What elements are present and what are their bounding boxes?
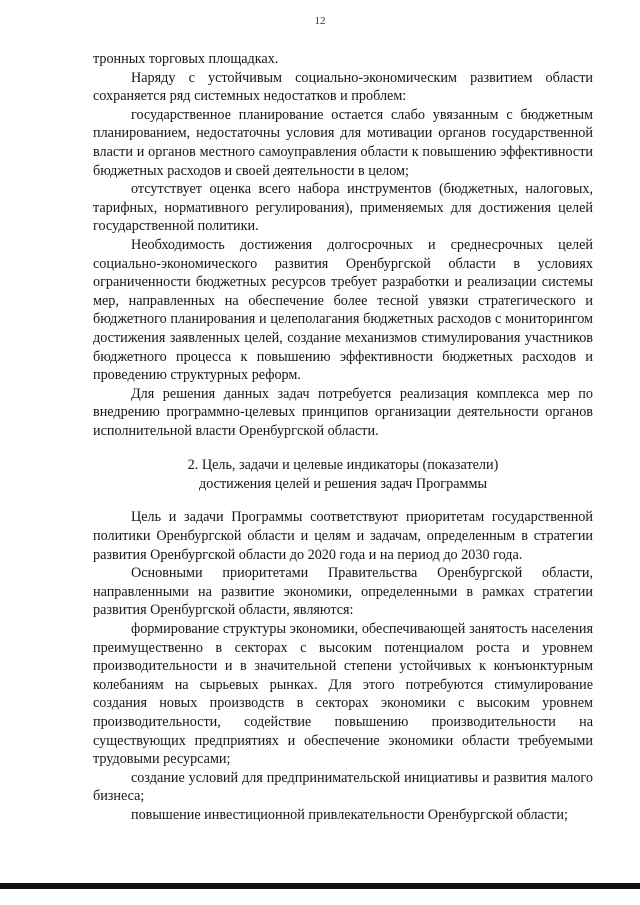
paragraph: формирование структуры экономики, обеспечивающей занятость населения преимущественно в секторах с высоким потенциалом роста и уровнем производительности и в значительной степени устойчивых к конъюнктурным колебаниям на сырьевых рынках. Для этого потребуются стимулирование создания новых производств в секторах экономики с высоким уровнем производительности, содействие повышению производительности на существующих предприятиях и обеспечение экономики области требуемыми трудовыми ресурсами; bbox=[93, 621, 593, 768]
paragraph: Необходимость достижения долгосрочных и среднесрочных целей социально-экономического развития Оренбургской области в условиях ограниченности бюджетных ресурсов требует разработки и реализации системы мер, направленных на обеспечение более тесной увязки стратегического и бюджетного планирования и целеполагания бюджетных расходов с мониторингом достижения заявленных целей, создание механизмов стимулирования участников бюджетного процесса к повышению эффективности бюджетных расходов и проведению структурных реформ. bbox=[93, 236, 593, 384]
paragraph: тронных торговых площадках. bbox=[93, 51, 279, 67]
section-heading-line: достижения целей и решения задач Программы bbox=[198, 476, 487, 493]
paragraph: Основными приоритетами Правительства Оренбургской области, направленными на развитие экономики, определенными в рамках стратегии развития Оренбургской области, являются: bbox=[93, 565, 593, 619]
page-bottom-rule bbox=[0, 883, 640, 889]
paragraph: государственное планирование остается слабо увязанным с бюджетным планированием, недостаточны условия для мотивации органов государственной власти и органов местного самоуправления области к повышению эффективности бюджетных расходов и своей деятельности в целом; bbox=[93, 106, 593, 179]
paragraph: Цель и задачи Программы соответствуют приоритетам государственной политики Оренбургской области и целям и задачам, определенным в стратегии развития Оренбургской области до 2020 года и на период до 2030 года. bbox=[93, 509, 593, 563]
paragraph: создание условий для предпринимательской инициативы и развития малого бизнеса; bbox=[93, 769, 593, 805]
paragraph: Наряду с устойчивым социально-экономическим развитием области сохраняется ряд системных недостатков и проблем: bbox=[93, 69, 593, 105]
paragraph: Для решения данных задач потребуется реализация комплекса мер по внедрению программно-целевых принципов организации деятельности органов исполнительной власти Оренбургской области. bbox=[93, 385, 593, 439]
paragraph: отсутствует оценка всего набора инструментов (бюджетных, налоговых, тарифных, нормативного регулирования), применяемых для достижения целей государственной политики. bbox=[93, 181, 593, 235]
section-heading bbox=[93, 456, 593, 494]
paragraph: повышение инвестиционной привлекательности Оренбургской области; bbox=[131, 806, 568, 823]
section-heading-line: 2. Цель, задачи и целевые индикаторы (показатели) bbox=[187, 457, 499, 474]
document-body bbox=[93, 50, 593, 825]
page-number: 12 bbox=[314, 15, 326, 27]
